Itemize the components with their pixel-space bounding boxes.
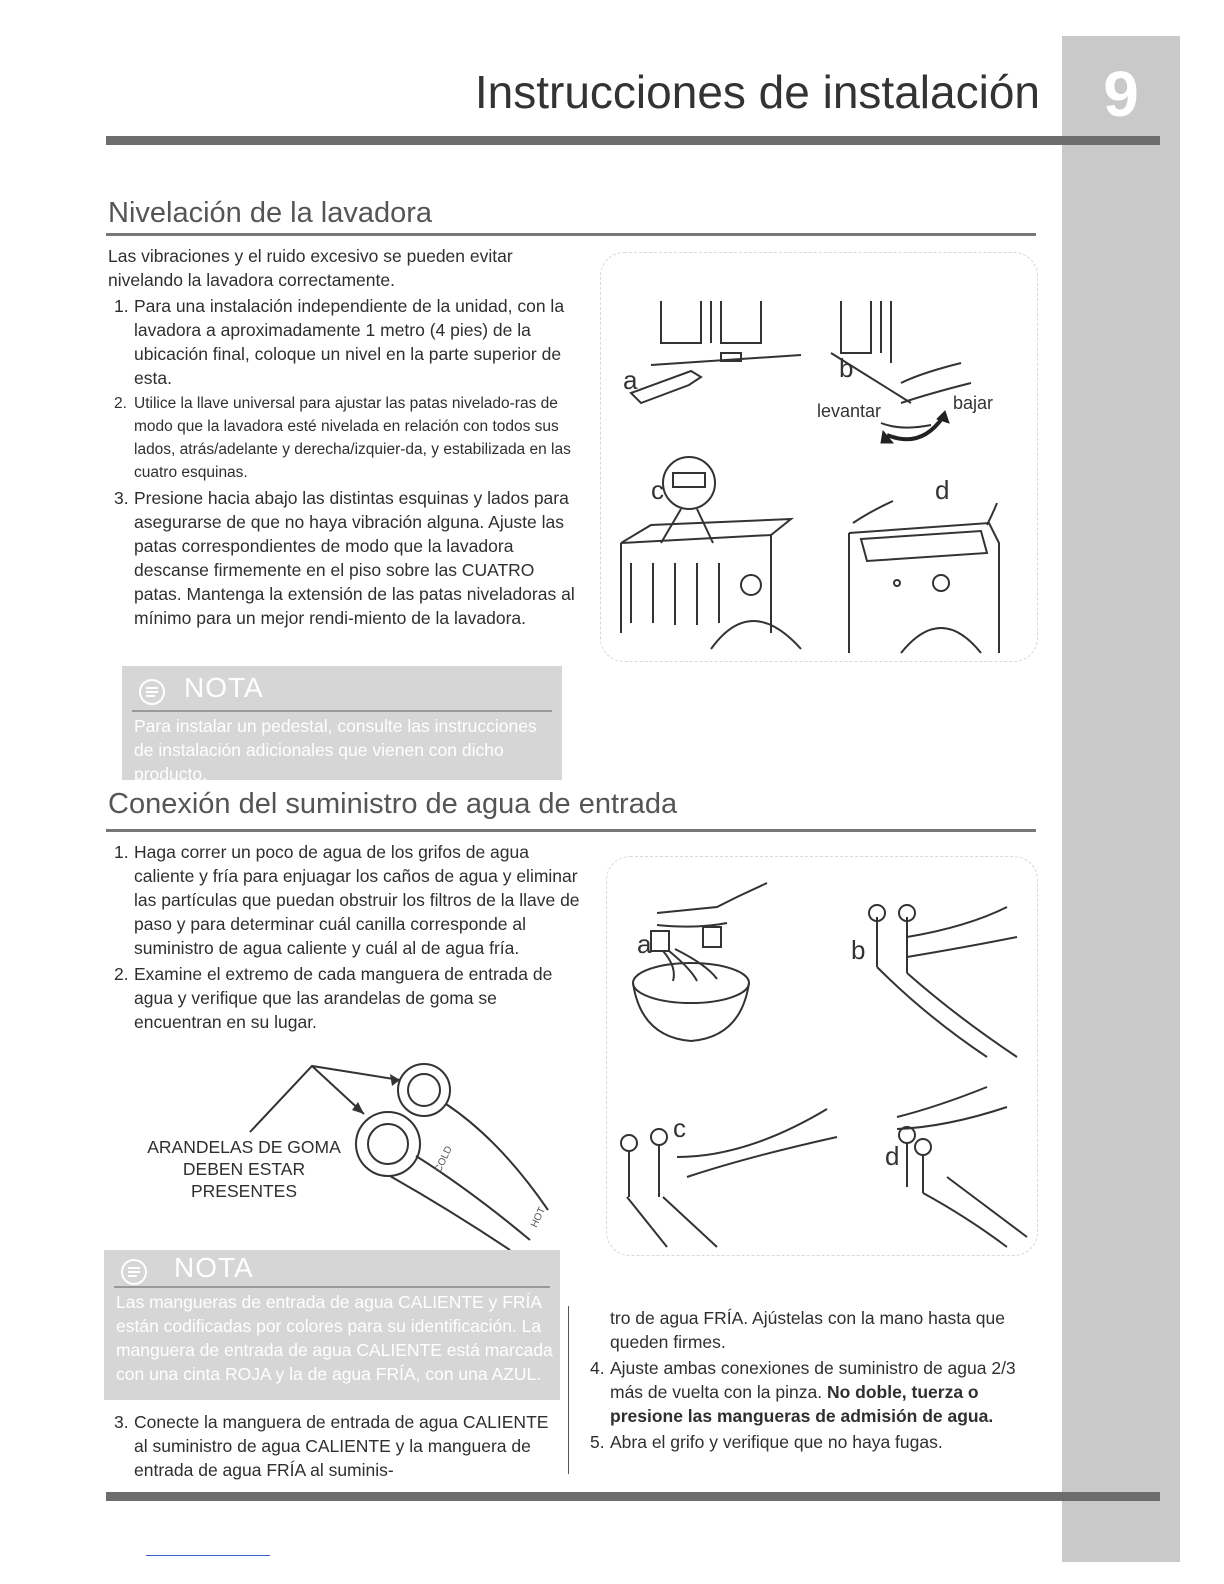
column-divider <box>568 1306 569 1474</box>
leveling-illustration <box>601 253 1037 661</box>
figure-word-lower: bajar <box>953 393 994 413</box>
figure-label-a: a <box>637 929 652 959</box>
page-number: 9 <box>1103 58 1139 130</box>
list-item: 3. Conecte la manguera de entrada de agua CALIENTE al suministro de agua CALIENTE y la manguera de entrada de agua FRÍA al suminis- <box>114 1412 549 1480</box>
note-rule <box>114 1286 550 1288</box>
figure-label-c: c <box>651 475 664 505</box>
list-item: 5. Abra el grifo y verifique que no haya fugas. <box>590 1432 943 1452</box>
water-supply-illustration <box>607 857 1037 1255</box>
note-heading: NOTA <box>184 672 264 703</box>
water-step-3-continuation: tro de agua FRÍA. Ajústelas con la mano hasta que queden firmes. <box>610 1308 1005 1352</box>
footer-rule <box>106 1492 1160 1501</box>
note-icon <box>120 1258 148 1286</box>
figure-word-raise: levantar <box>817 401 882 421</box>
note-text: Para instalar un pedestal, consulte las instrucciones de instalación adicionales que vienen con dicho producto. <box>134 716 537 784</box>
figure-label-c: c <box>673 1113 686 1143</box>
figure-label-a: a <box>623 365 638 395</box>
water-steps <box>108 840 584 1036</box>
list-item: 4. Ajuste ambas conexiones de suministro de agua 2/3 más de vuelta con la pinza. No doble, tuerza o presione las mangueras de admisión de agua. <box>590 1358 1016 1426</box>
section-title-water-supply: Conexión del suministro de agua de entrada <box>108 788 678 820</box>
note-icon <box>138 678 166 706</box>
leveling-intro: Las vibraciones y el ruido excesivo se pueden evitar nivelando la lavadora correctamente. <box>108 246 513 290</box>
hose-label-cold: COLD <box>433 1144 455 1175</box>
section-title-leveling: Nivelación de la lavadora <box>108 197 433 229</box>
section-rule-water-supply <box>106 829 1036 832</box>
water-step-3 <box>108 1410 564 1484</box>
figure-label-d: d <box>885 1141 900 1171</box>
figure-label-d: d <box>935 475 950 505</box>
water-supply-figure <box>606 856 1038 1256</box>
header-rule <box>106 136 1160 145</box>
page-side-tab <box>1062 36 1180 1562</box>
list-item: 1. Haga correr un poco de agua de los grifos de agua caliente y fría para enjuagar los caños de agua y eliminar las partículas que puedan obstruir los filtros de la llave de paso y para determinar cuál canilla corresponde al suministro de agua caliente y cuál al de agua fría. <box>114 842 580 958</box>
figure-label-b: b <box>839 353 854 383</box>
leveling-steps <box>108 294 584 632</box>
list-item: 2. Examine el extremo de cada manguera de entrada de agua y verifique que las arandelas de goma se encuentran en su lugar. <box>114 964 553 1032</box>
page-title: Instrucciones de instalación <box>474 66 1040 118</box>
leveling-figure <box>600 252 1038 662</box>
list-item: 1. Para una instalación independiente de la unidad, con la lavadora a aproximadamente 1 metro (4 pies) de la ubicación final, coloque un nivel en la parte superior de esta. <box>114 296 565 388</box>
hose-label-hot: HOT <box>529 1205 548 1230</box>
note-heading: NOTA <box>174 1252 254 1283</box>
hose-caption: ARANDELAS DE GOMA DEBEN ESTAR PRESENTES <box>147 1137 341 1201</box>
footer-line <box>146 1555 270 1556</box>
list-item: 3. Presione hacia abajo las distintas esquinas y lados para asegurarse de que no haya vibración alguna. Ajuste las patas correspondientes de modo que la lavadora descanse firmemente en el piso sobre las CUATRO patas. Mantenga la extensión de las patas niveladoras al mínimo para un mejor rendi-miento de la lavadora. <box>114 488 575 628</box>
water-steps-right <box>584 1356 1040 1456</box>
section-rule-leveling <box>106 233 1036 236</box>
note-text: Las mangueras de entrada de agua CALIENTE y FRÍA están codificadas por colores para su identificación. La manguera de entrada de agua CALIENTE está marcada con una cinta ROJA y la de agua FRÍA, con una AZUL. <box>116 1292 553 1384</box>
figure-label-b: b <box>851 935 866 965</box>
note-box-pedestal <box>122 666 562 784</box>
list-item: 2. Utilice la llave universal para ajustar las patas nivelado-ras de modo que la lavadora esté nivelada en relación con todos sus lados, atrás/adelante y derecha/izquier-da, y estabilizada en las cuatro esquinas. <box>114 395 571 481</box>
note-rule <box>132 710 552 712</box>
note-box-hose-colors <box>104 1250 560 1400</box>
